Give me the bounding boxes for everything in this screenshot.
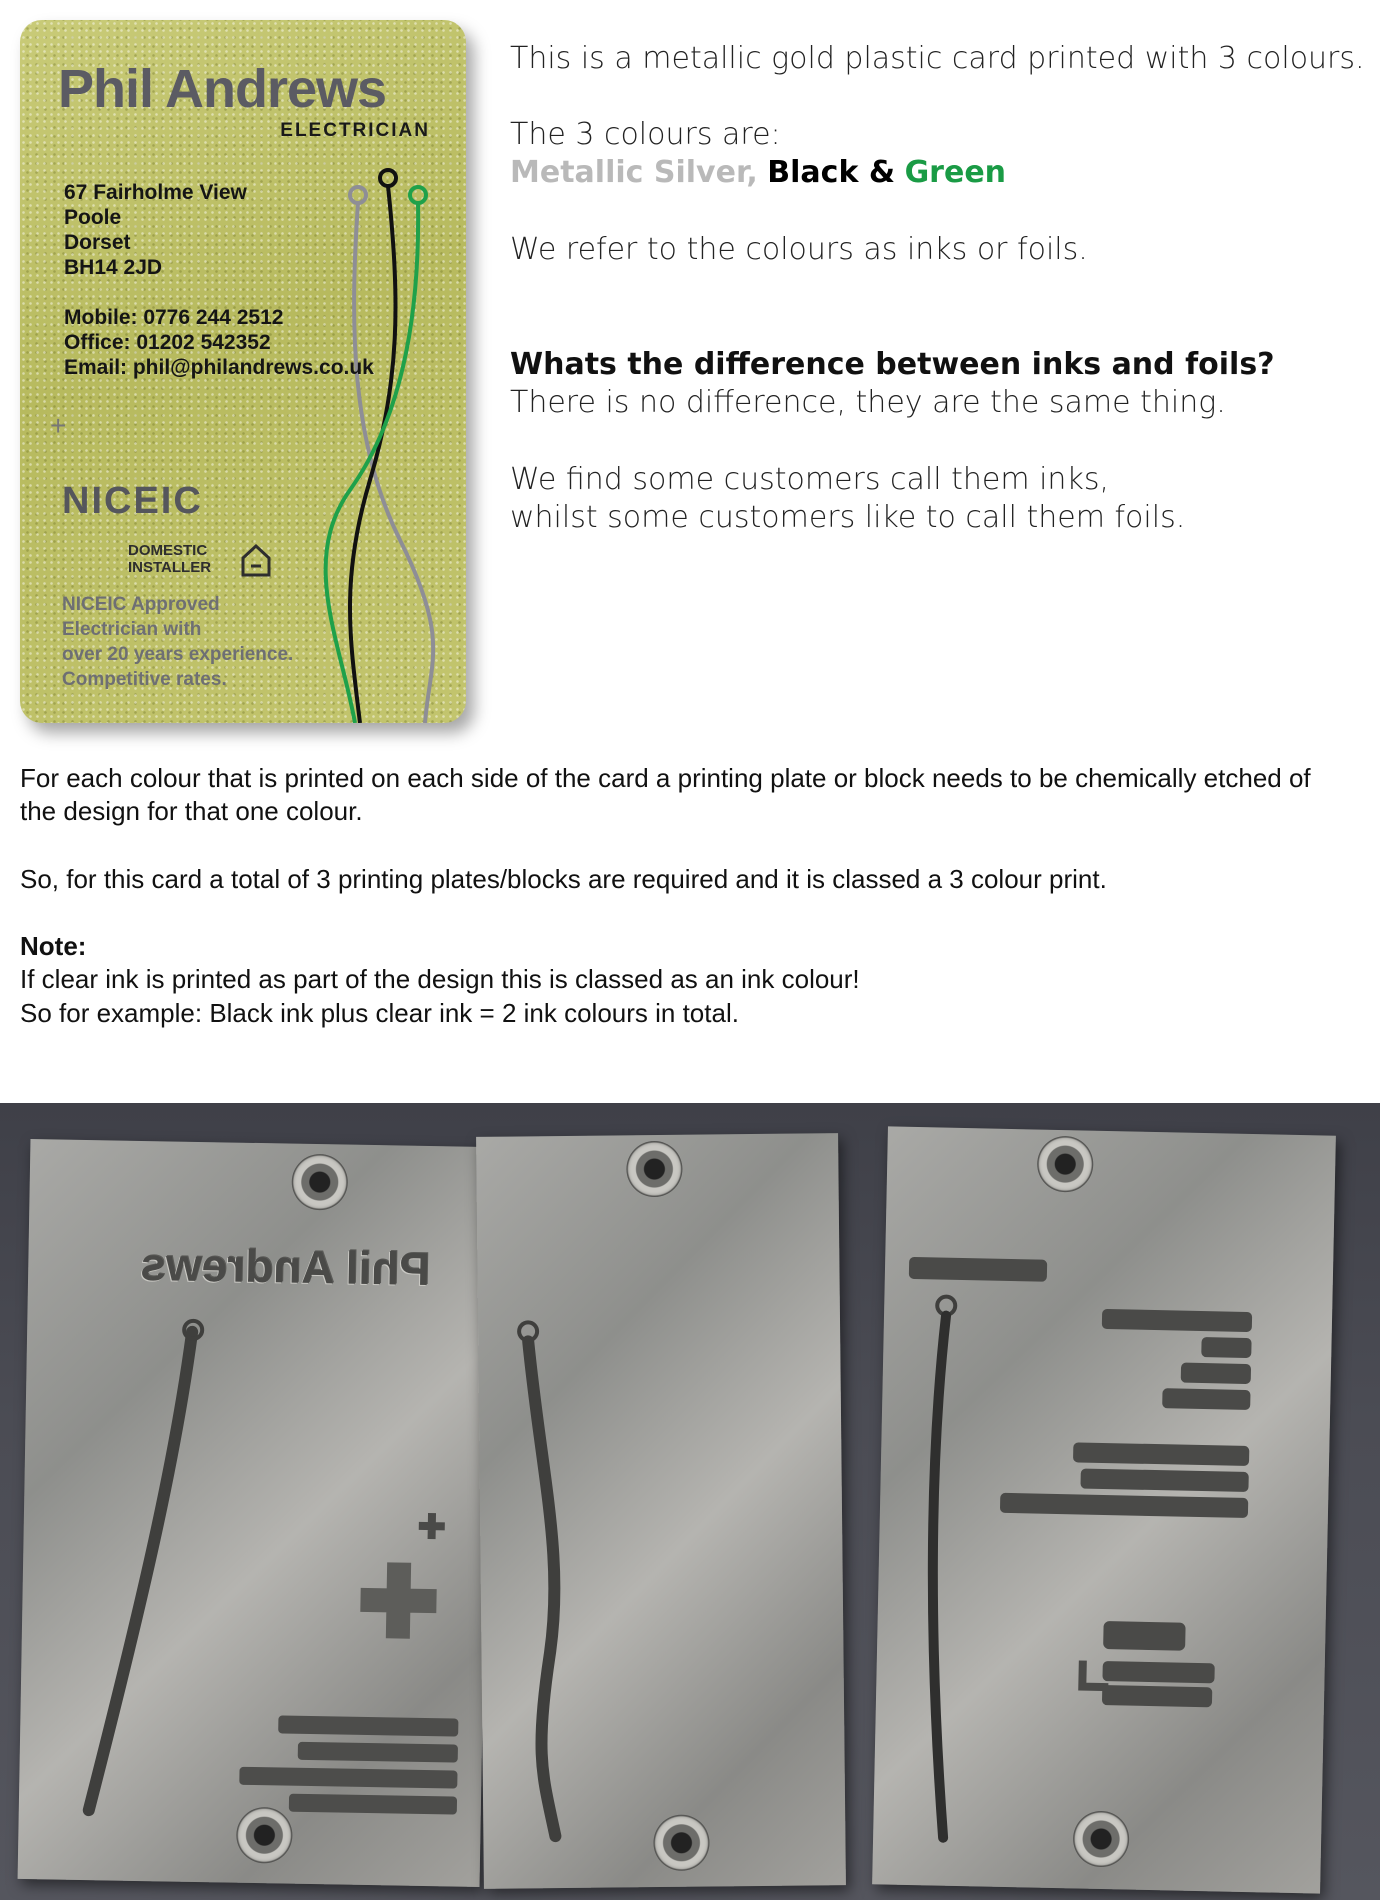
house-icon (240, 542, 272, 578)
printing-plate-green (872, 1126, 1336, 1893)
printing-plate-black (476, 1133, 846, 1889)
business-card (20, 20, 466, 723)
card-approved (62, 592, 293, 692)
logo-sub-line: DOMESTIC (128, 542, 208, 559)
niceic-logo-sub (128, 542, 211, 576)
intro-line-2: The 3 colours are: (510, 117, 781, 152)
plate-wire-relief (18, 1139, 493, 1887)
plate-wire-relief (476, 1133, 846, 1889)
card-address (64, 180, 247, 280)
address-line: Poole (64, 206, 122, 229)
contact-line: Email: phil@philandrews.co.uk (64, 356, 374, 379)
colour-list (510, 154, 1006, 192)
address-line: BH14 2JD (64, 256, 163, 279)
niceic-logo-text: NICEIC (62, 480, 203, 522)
address-line: 67 Fairholme View (64, 181, 247, 204)
plate-text-relief (872, 1126, 1336, 1893)
approved-line: Electrician with (62, 619, 202, 640)
approved-line: over 20 years experience. (62, 644, 294, 665)
address-line: Dorset (64, 231, 131, 254)
note-title: Note: (20, 931, 87, 961)
note-line-1: If clear ink is printed as part of the design this is classed as an ink colour! (20, 964, 860, 994)
card-contact (64, 305, 374, 380)
contact-line: Mobile: 0776 244 2512 (64, 306, 284, 329)
printing-plates-photo (0, 1103, 1380, 1900)
intro-line-1: This is a metallic gold plastic card printed with 3 colours. (510, 41, 1365, 76)
printing-plate-silver (18, 1139, 493, 1887)
plus-icon: + (50, 410, 67, 441)
colour-silver: Metallic Silver, (510, 155, 758, 190)
plate-embossed-name: Phil Andrews (139, 1237, 431, 1296)
question-heading: Whats the difference between inks and foils? (510, 347, 1275, 382)
body-paragraph-2: So, for this card a total of 3 printing plates/blocks are required and it is classed a 3 colour print. (20, 864, 1107, 894)
note-line-2: So for example: Black ink plus clear ink = 2 ink colours in total. (20, 998, 739, 1028)
card-name: Phil Andrews (58, 59, 387, 119)
card-trade: ELECTRICIAN (280, 120, 430, 141)
approved-line: Competitive rates. (62, 669, 227, 690)
colour-green: Green (904, 155, 1007, 190)
approved-line: NICEIC Approved (62, 594, 220, 615)
intro-line-3: We refer to the colours as inks or foils. (510, 232, 1088, 267)
colour-black: Black & (767, 155, 896, 190)
niceic-logo (62, 480, 262, 580)
logo-sub-line: INSTALLER (128, 559, 212, 576)
answer-text: There is no difference, they are the same thing. (510, 385, 1226, 420)
intro-line-4: We find some customers call them inks, (510, 462, 1109, 497)
contact-line: Office: 01202 542352 (64, 331, 271, 354)
body-paragraph-1: For each colour that is printed on each side of the card a printing plate or block needs to be chemically etched of the design for that one colour. (20, 763, 1311, 826)
intro-line-5: whilst some customers like to call them foils. (510, 500, 1186, 535)
